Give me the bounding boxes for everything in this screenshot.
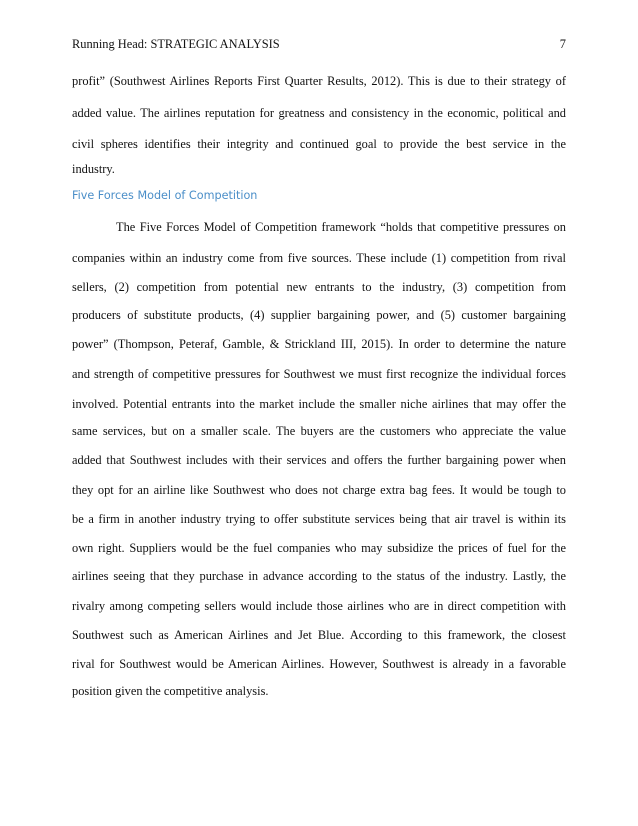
body-line: sellers, (2) competition from potential new entrants to the industry, (3) competition from bbox=[72, 280, 566, 294]
body-line: they opt for an airline like Southwest who does not charge extra bag fees. It would be tough to bbox=[72, 483, 566, 497]
body-line: airlines seeing that they purchase in advance according to the status of the industry. Lastly, the bbox=[72, 569, 566, 583]
body-line: industry. bbox=[72, 162, 115, 176]
body-line: rival for Southwest would be American Airlines. However, Southwest is already in a favorable bbox=[72, 657, 566, 671]
body-line: producers of substitute products, (4) supplier bargaining power, and (5) customer bargaining bbox=[72, 308, 566, 322]
body-line: The Five Forces Model of Competition framework “holds that competitive pressures on bbox=[116, 220, 566, 234]
body-line: profit” (Southwest Airlines Reports First Quarter Results, 2012). This is due to their strategy of bbox=[72, 74, 566, 88]
running-head: Running Head: STRATEGIC ANALYSIS bbox=[72, 37, 280, 51]
body-line: power” (Thompson, Peteraf, Gamble, & Strickland III, 2015). In order to determine the nature bbox=[72, 337, 566, 351]
page-header bbox=[72, 37, 566, 53]
section-heading: Five Forces Model of Competition bbox=[72, 189, 258, 202]
body-line: be a firm in another industry trying to offer substitute services being that air travel is within its bbox=[72, 512, 566, 526]
body-line: and strength of competitive pressures for Southwest we must first recognize the individual forces bbox=[72, 367, 566, 381]
body-line: added that Southwest includes with their services and offers the further bargaining power when bbox=[72, 453, 566, 467]
body-line: same services, but on a smaller scale. The buyers are the customers who appreciate the value bbox=[72, 424, 566, 438]
body-line: Southwest such as American Airlines and Jet Blue. According to this framework, the closest bbox=[72, 628, 566, 642]
body-line: involved. Potential entrants into the market include the smaller niche airlines that may offer the bbox=[72, 397, 566, 411]
body-line: rivalry among competing sellers would include those airlines who are in direct competition with bbox=[72, 599, 566, 613]
body-line: added value. The airlines reputation for greatness and consistency in the economic, political and bbox=[72, 106, 566, 120]
body-line: companies within an industry come from five sources. These include (1) competition from rival bbox=[72, 251, 566, 265]
body-line: own right. Suppliers would be the fuel companies who may subsidize the prices of fuel for the bbox=[72, 541, 566, 555]
body-line: civil spheres identifies their integrity and continued goal to provide the best service in the bbox=[72, 137, 566, 151]
page-number: 7 bbox=[559, 37, 566, 51]
body-line: position given the competitive analysis. bbox=[72, 684, 269, 698]
